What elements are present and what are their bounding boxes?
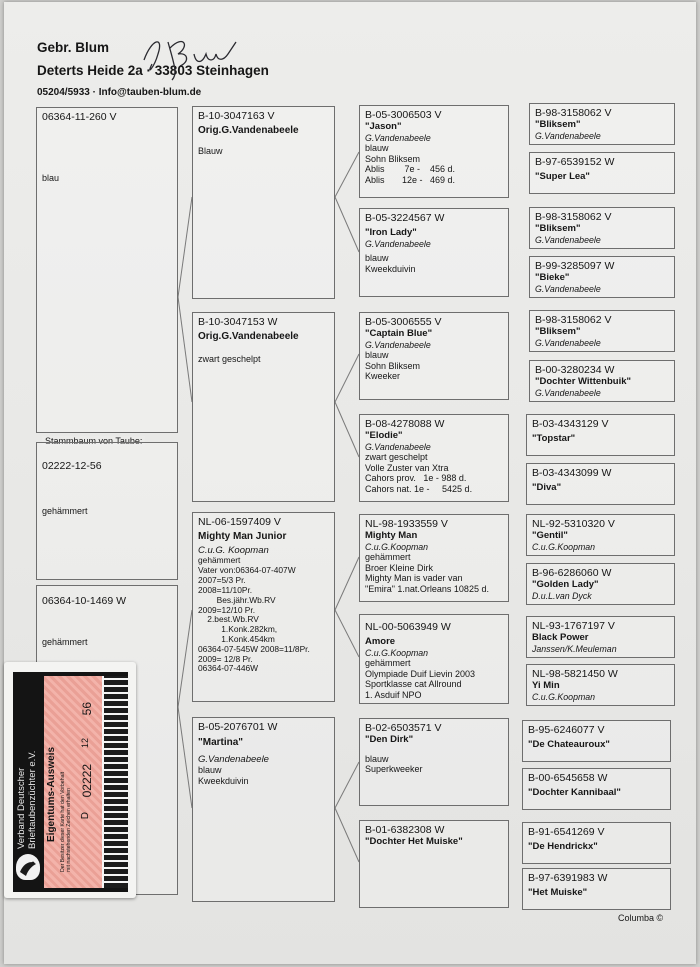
- grandparent-info: gehämmert Olympiade Duif Lievin 2003 Sportklasse cat Allround 1. Asduif NPO: [365, 657, 476, 700]
- grandparent-name: "Elodie": [365, 430, 403, 442]
- parent-info: zwart geschelpt: [198, 354, 261, 365]
- great-grandparent-card-7: [526, 414, 675, 456]
- grandparent-info: blauw Kweekduivin: [365, 252, 416, 274]
- grandparent-info: blauw Sohn Bliksem Ablis 7e - 456 d. Ablis 12e - 469 d.: [365, 142, 456, 185]
- breeder-name: Gebr. Blum: [37, 40, 110, 55]
- great-grandparent-card-16: [522, 868, 671, 910]
- great-grandparent-ring: B-99-3285097 W: [535, 260, 615, 272]
- great-grandparent-ring: NL-98-5821450 W: [532, 668, 618, 680]
- breeder-contact: 05204/5933 · Info@tauben-blum.de: [37, 87, 202, 98]
- great-grandparent-name: "Bliksem": [535, 326, 581, 338]
- ownership-card: [4, 662, 136, 898]
- great-grandparent-ring: B-97-6391983 W: [528, 872, 608, 884]
- grandparent-ring: B-02-6503571 V: [365, 722, 442, 734]
- pigeon-bottom-ring: 06364-10-1469 W: [42, 595, 127, 607]
- pigeon-bottom-color: gehämmert: [42, 637, 88, 648]
- parent-name: Orig.G.Vandenabeele: [198, 125, 299, 137]
- great-grandparent-name: "Dochter Wittenbuik": [535, 376, 632, 388]
- great-grandparent-name: "Diva": [532, 482, 562, 494]
- grandparent-breeder: G.Vandenabeele: [365, 441, 431, 452]
- grandparent-ring: B-01-6382308 W: [365, 824, 445, 836]
- pigeon-subject-card: [36, 442, 178, 580]
- ownership-note: Der Besitzer dieser Karte hat den Vorbehalt mit nachstehenden Zeichen erhalten: [60, 771, 73, 872]
- great-grandparent-ring: B-98-3158062 V: [535, 107, 612, 119]
- great-grandparent-card-15: [522, 822, 671, 864]
- grandparent-info: gehämmert Broer Kleine Dirk Mighty Man is vader van "Emira" 1.nat.Orleans 10825 d.: [365, 551, 489, 594]
- great-grandparent-breeder: G.Vandenabeele: [535, 130, 601, 141]
- parent-info: blauw Kweekduivin: [198, 765, 249, 786]
- grandparent-breeder: C.u.G.Koopman: [365, 647, 429, 658]
- great-grandparent-name: "De Chateauroux": [528, 739, 610, 751]
- grandparent-card-8: [359, 820, 509, 908]
- great-grandparent-name: "Het Muiske": [528, 887, 588, 899]
- parent-info: gehämmert Vater von:06364-07-407W 2007=5/3 Pr. 2008=11/10Pr. Bes.jähr.Wb.RV 2009=12/10 Pr. 2.best.Wb.RV 1.Konk.282km, 1.Konk.454km 06364-07-545W 2008=11/8Pr. 2009= 12/8 Pr. 06364-07-446W: [198, 555, 310, 674]
- parent-breeder: C.u.G. Koopman: [198, 545, 269, 557]
- great-grandparent-card-3: [529, 207, 675, 249]
- columba-brand: Columba ©: [618, 913, 664, 923]
- ownership-org-name: Verband Deutscher Brieftaubenzüchter e.V.: [16, 750, 38, 849]
- grandparent-ring: B-05-3224567 W: [365, 212, 445, 224]
- great-grandparent-card-4: [529, 256, 675, 298]
- grandparent-name: "Iron Lady": [365, 227, 417, 239]
- great-grandparent-name: "Bliksem": [535, 119, 581, 131]
- great-grandparent-name: "Dochter Kannibaal": [528, 787, 621, 799]
- grandparent-ring: NL-00-5063949 W: [365, 621, 451, 633]
- great-grandparent-breeder: G.Vandenabeele: [535, 234, 601, 245]
- parent-name: "Martina": [198, 737, 244, 749]
- great-grandparent-breeder: G.Vandenabeele: [535, 387, 601, 398]
- great-grandparent-name: Black Power: [532, 632, 589, 644]
- great-grandparent-ring: B-95-6246077 V: [528, 724, 605, 736]
- parent-ring: B-10-3047153 W: [198, 316, 278, 328]
- great-grandparent-ring: NL-92-5310320 V: [532, 518, 615, 530]
- grandparent-card-2: [359, 208, 509, 297]
- grandparent-info: blauw Superkweeker: [365, 753, 423, 775]
- great-grandparent-card-1: [529, 103, 675, 145]
- great-grandparent-ring: B-03-4343099 W: [532, 467, 612, 479]
- ownership-ring-no: 56: [80, 702, 94, 716]
- great-grandparent-card-9: [526, 514, 675, 556]
- grandparent-name: "Dochter Het Muiske": [365, 836, 463, 848]
- parent-card-3: [192, 512, 335, 702]
- parent-card-1: [192, 106, 335, 299]
- great-grandparent-ring: B-00-3280234 W: [535, 364, 615, 376]
- great-grandparent-name: "De Hendrickx": [528, 841, 598, 853]
- great-grandparent-card-11: [526, 616, 675, 658]
- ownership-card-border: [102, 676, 128, 888]
- pigeon-top-ring: 06364-11-260 V: [42, 111, 117, 123]
- grandparent-ring: NL-98-1933559 V: [365, 518, 448, 530]
- grandparent-name: "Den Dirk": [365, 734, 414, 746]
- pigeon-subject-ring: 02222-12-56: [42, 460, 102, 472]
- great-grandparent-card-10: [526, 563, 675, 605]
- great-grandparent-card-8: [526, 463, 675, 505]
- parent-breeder: G.Vandenabeele: [198, 754, 269, 766]
- pigeon-top-card: [36, 107, 178, 433]
- grandparent-card-3: [359, 312, 509, 400]
- great-grandparent-name: "Topstar": [532, 433, 576, 445]
- great-grandparent-card-12: [526, 664, 675, 706]
- breeder-address: Deterts Heide 2a · 33803 Steinhagen: [37, 63, 269, 78]
- grandparent-info: zwart geschelpt Volle Zuster van Xtra Cahors prov. 1e - 988 d. Cahors nat. 1e - 5425 d.: [365, 451, 473, 494]
- parent-info: Blauw: [198, 146, 223, 157]
- great-grandparent-card-2: [529, 152, 675, 194]
- pigeon-top-color: blau: [42, 173, 60, 184]
- great-grandparent-ring: B-00-6545658 W: [528, 772, 608, 784]
- pigeon-logo-icon: [16, 854, 40, 880]
- grandparent-card-1: [359, 105, 509, 198]
- great-grandparent-breeder: C.u.G.Koopman: [532, 541, 596, 552]
- parent-name: Mighty Man Junior: [198, 531, 287, 543]
- great-grandparent-name: "Bliksem": [535, 223, 581, 235]
- great-grandparent-breeder: G.Vandenabeele: [535, 337, 601, 348]
- ownership-d-label: D: [80, 812, 91, 820]
- great-grandparent-card-6: [529, 360, 675, 402]
- great-grandparent-ring: B-97-6539152 W: [535, 156, 615, 168]
- ownership-title: Eigentums-Ausweis: [46, 746, 57, 842]
- great-grandparent-name: "Golden Lady": [532, 579, 599, 591]
- great-grandparent-card-14: [522, 768, 671, 810]
- grandparent-info: blauw Sohn Bliksem Kweeker: [365, 349, 421, 382]
- great-grandparent-ring: NL-93-1767197 V: [532, 620, 615, 632]
- great-grandparent-name: Yi Min: [532, 680, 560, 692]
- grandparent-breeder: G.Vandenabeele: [365, 132, 431, 143]
- great-grandparent-breeder: C.u.G.Koopman: [532, 691, 596, 702]
- grandparent-ring: B-08-4278088 W: [365, 418, 445, 430]
- grandparent-card-5: [359, 514, 509, 602]
- great-grandparent-breeder: Janssen/K.Meuleman: [532, 643, 617, 654]
- great-grandparent-breeder: G.Vandenabeele: [535, 283, 601, 294]
- great-grandparent-card-13: [522, 720, 671, 762]
- great-grandparent-ring: B-03-4343129 V: [532, 418, 609, 430]
- great-grandparent-name: "Gentil": [532, 530, 568, 542]
- pigeon-subject-color: gehämmert: [42, 506, 88, 517]
- parent-ring: B-10-3047163 V: [198, 110, 275, 122]
- great-grandparent-ring: B-91-6541269 V: [528, 826, 605, 838]
- grandparent-ring: B-05-3006555 V: [365, 316, 442, 328]
- parent-ring: B-05-2076701 W: [198, 721, 278, 733]
- grandparent-breeder: C.u.G.Koopman: [365, 541, 429, 552]
- grandparent-breeder: G.Vandenabeele: [365, 339, 431, 350]
- great-grandparent-ring: B-96-6286060 W: [532, 567, 612, 579]
- handwritten-signature: [124, 24, 244, 84]
- parent-name: Orig.G.Vandenabeele: [198, 331, 299, 343]
- great-grandparent-ring: B-98-3158062 V: [535, 211, 612, 223]
- grandparent-card-7: [359, 718, 509, 806]
- grandparent-card-4: [359, 414, 509, 502]
- great-grandparent-card-5: [529, 310, 675, 352]
- ownership-number: 02222: [80, 764, 94, 798]
- great-grandparent-breeder: D.u.L.van Dyck: [532, 590, 592, 601]
- great-grandparent-name: "Super Lea": [535, 171, 590, 183]
- parent-card-4: [192, 717, 335, 902]
- great-grandparent-name: "Bieke": [535, 272, 570, 284]
- stammbaum-label: Stammbaum von Taube:: [42, 436, 145, 446]
- grandparent-breeder: G.Vandenabeele: [365, 238, 431, 249]
- parent-card-2: [192, 312, 335, 502]
- grandparent-card-6: [359, 614, 509, 704]
- grandparent-name: Amore: [365, 636, 396, 648]
- great-grandparent-ring: B-98-3158062 V: [535, 314, 612, 326]
- grandparent-ring: B-05-3006503 V: [365, 109, 442, 121]
- parent-ring: NL-06-1597409 V: [198, 516, 281, 528]
- grandparent-name: "Captain Blue": [365, 328, 433, 340]
- grandparent-name: Mighty Man: [365, 530, 418, 542]
- ownership-year: 12: [80, 738, 90, 749]
- grandparent-name: "Jason": [365, 121, 402, 133]
